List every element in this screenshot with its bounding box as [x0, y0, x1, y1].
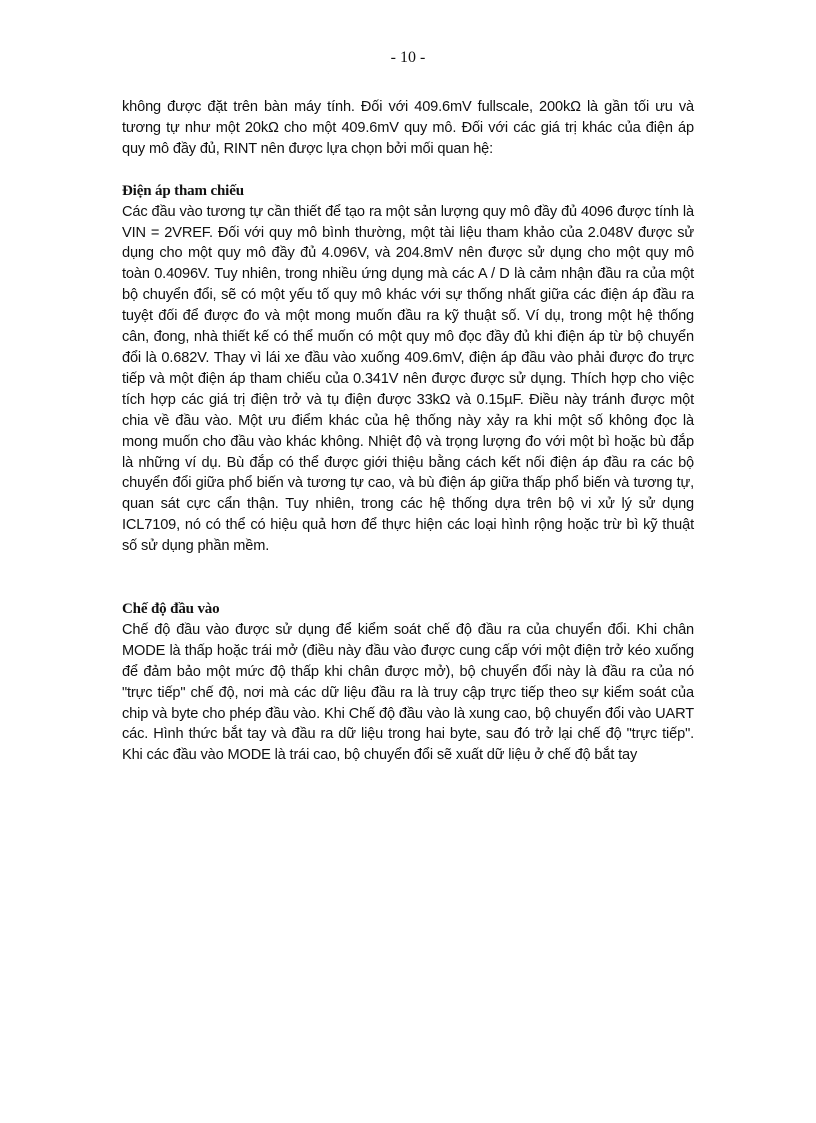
document-body: [122, 97, 694, 766]
intro-paragraph: không được đặt trên bàn máy tính. Đối với 409.6mV fullscale, 200kΩ là gần tối ưu và tương tự như một 20kΩ cho một 409.6mV quy mô. Đối với các giá trị khác của điện áp quy mô đầy đủ, RINT nên được lựa chọn bởi mối quan hệ:: [122, 99, 694, 157]
input-mode-paragraph: Chế độ đầu vào được sử dụng để kiểm soát chế độ đầu ra của chuyển đổi. Khi chân MODE là thấp hoặc trái mở (điều này đầu vào được cung cấp với một điện trở kéo xuống để đảm bảo một mức độ thấp khi chân được mở), bộ chuyển đổi này là đầu ra của nó "trực tiếp" chế độ, nơi mà các dữ liệu đầu ra là truy cập trực tiếp theo sự kiểm soát của chip và byte cho phép đầu vào. Khi Chế độ đầu vào là xung cao, bộ chuyển đổi vào UART các. Hình thức bắt tay và đầu ra dữ liệu trong hai byte, sau đó trở lại chế độ "trực tiếp". Khi các đầu vào MODE là trái cao, bộ chuyển đổi sẽ xuất dữ liệu ở chế độ bắt tay: [122, 621, 694, 764]
spacer: [122, 160, 694, 181]
section-heading-reference-voltage: Điện áp tham chiếu: [122, 182, 244, 199]
reference-voltage-paragraph: Các đầu vào tương tự cần thiết để tạo ra một sản lượng quy mô đầy đủ 4096 được tính là VIN = 2VREF. Đối với quy mô bình thường, một tài liệu tham khảo của 2.048V được sử dụng cho một quy mô đầy đủ 4.096V, và 204.8mV nên được sử dụng cho một quy mô toàn 0.4096V. Tuy nhiên, trong nhiều ứng dụng mà các A / D là cảm nhận đầu ra của một bộ chuyển đổi, sẽ có một yếu tố quy mô khác với sự thống nhất giữa các điện áp đầu ra tuyệt đối để được đo và một mong muốn đầu ra kỹ thuật số. Ví dụ, trong một hệ thống cân, đong, nhà thiết kế có thể muốn có một quy mô đọc đầy đủ khi điện áp từ bộ chuyển đổi là 0.682V. Thay vì lái xe đầu vào xuống 409.6mV, điện áp đầu vào phải được đo trực tiếp và một điện áp tham chiếu của 0.341V nên được được sử dụng. Thích hợp cho việc tích hợp các giá trị điện trở và tụ điện được 33kΩ và 0.15µF. Điều này tránh được một chia về đầu vào. Một ưu điểm khác của hệ thống này xảy ra khi một số không đọc là mong muốn cho đầu vào khác không. Nhiệt độ và trọng lượng đo với một bì hoặc bù đắp là những ví dụ. Bù đắp có thể được giới thiệu bằng cách kết nối điện áp đầu ra các bộ chuyển đổi giữa phổ biến và tương tự cao, và bù điện áp giữa thấp phổ biến và tương tự, quan sát cực cẩn thận. Tuy nhiên, trong các hệ thống dựa trên bộ vi xử lý sử dụng ICL7109, nó có thể có hiệu quả hơn để thực hiện các loại hình rộng hoặc trừ bì kỹ thuật số sử dụng phần mềm.: [122, 203, 694, 555]
page-number: - 10 -: [390, 49, 426, 66]
section-heading-input-mode: Chế độ đầu vào: [122, 601, 220, 618]
spacer: [122, 557, 694, 599]
